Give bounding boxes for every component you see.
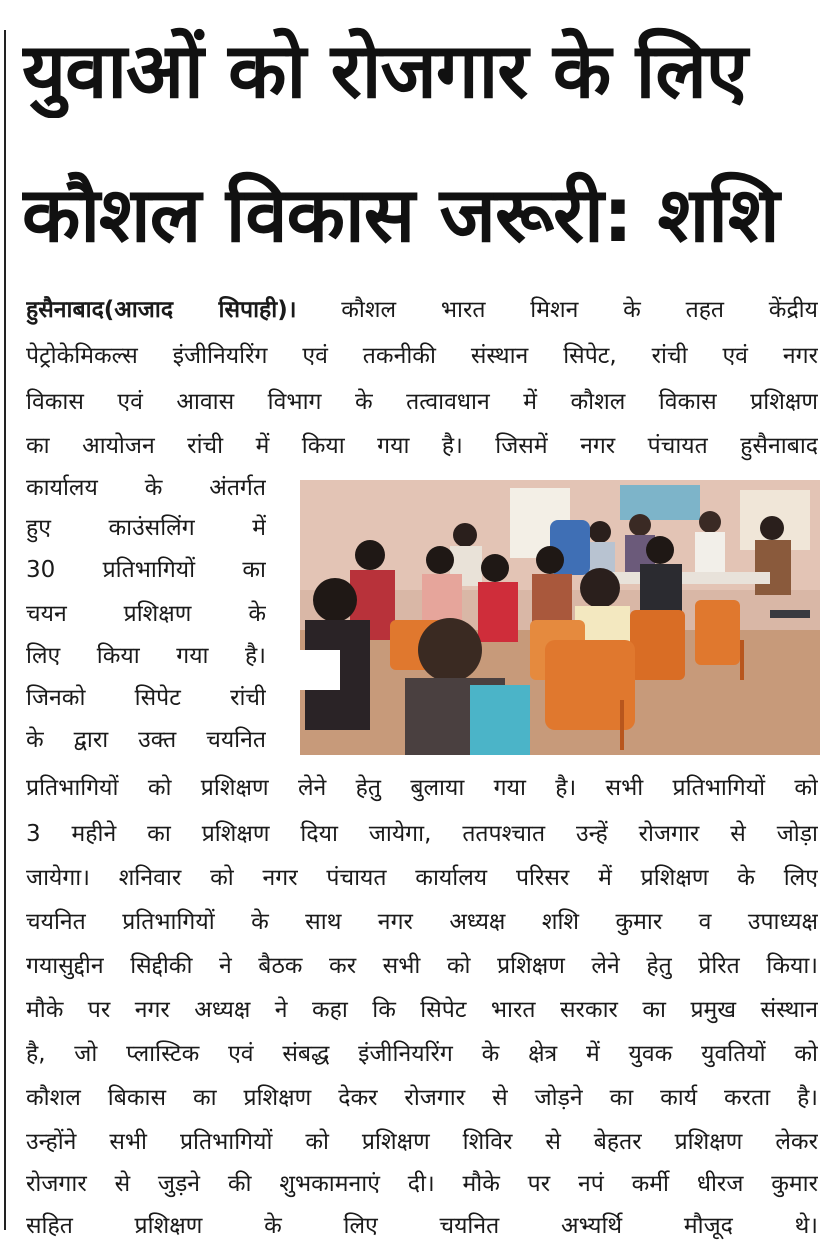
article-line: सहित प्रशिक्षण के लिए चयनित अभ्यर्थि मौजूद थे। [26, 1213, 818, 1239]
article-line: के द्वारा उक्त चयनित [26, 727, 266, 753]
article-line: जायेगा। शनिवार को नगर पंचायत कार्यालय परिसर में प्रशिक्षण के लिए [26, 865, 818, 891]
article-line: प्रतिभागियों को प्रशिक्षण लेने हेतु बुलाया गया है। सभी प्रतिभागियों को [26, 775, 818, 801]
article-line: हुए काउंसलिंग में [26, 515, 266, 541]
article-line: मौके पर नगर अध्यक्ष ने कहा कि सिपेट भारत सरकार का प्रमुख संस्थान [26, 997, 818, 1023]
article-line: 30 प्रतिभागियों का [26, 557, 266, 583]
article-line: 3 महीने का प्रशिक्षण दिया जायेगा, ततपश्चात उन्हें रोजगार से जोड़ा [26, 821, 818, 847]
article-line: चयनित प्रतिभागियों के साथ नगर अध्यक्ष शशि कुमार व उपाध्यक्ष [26, 909, 818, 935]
meeting-photo-illustration [300, 480, 820, 755]
article-line: चयन प्रशिक्षण के [26, 601, 266, 627]
article-line: कौशल बिकास का प्रशिक्षण देकर रोजगार से जोड़ने का कार्य करता है। [26, 1085, 818, 1111]
dateline: हुसैनाबाद(आजाद सिपाही)। [26, 297, 297, 323]
article-line: लिए किया गया है। [26, 643, 266, 669]
article-line: उन्होंने सभी प्रतिभागियों को प्रशिक्षण शिविर से बेहतर प्रशिक्षण लेकर [26, 1129, 818, 1155]
article-line: विकास एवं आवास विभाग के तत्वावधान में कौशल विकास प्रशिक्षण [26, 389, 818, 415]
column-rule [4, 30, 6, 1230]
headline-line-2: कौशल विकास जरूरी: शशि [22, 170, 779, 259]
headline-line-1: युवाओं को रोजगार के लिए [22, 26, 747, 115]
article-line: जिनको सिपेट रांची [26, 685, 266, 711]
news-photo [300, 480, 820, 755]
article-line-text: कौशल भारत मिशन के तहत केंद्रीय [341, 297, 818, 323]
article-line: का आयोजन रांची में किया गया है। जिसमें नगर पंचायत हुसैनाबाद [26, 433, 818, 459]
article-line [26, 292, 818, 328]
article-line: कार्यालय के अंतर्गत [26, 475, 266, 501]
article-line: है, जो प्लास्टिक एवं संबद्ध इंजीनियरिंग के क्षेत्र में युवक युवतियों को [26, 1041, 818, 1067]
article-line: रोजगार से जुड़ने की शुभकामनाएं दी। मौके पर नपं कर्मी धीरज कुमार [26, 1171, 818, 1197]
article-line: पेट्रोकेमिकल्स इंजीनियरिंग एवं तकनीकी संस्थान सिपेट, रांची एवं नगर [26, 343, 818, 369]
article-line: गयासुद्दीन सिद्दीकी ने बैठक कर सभी को प्रशिक्षण लेने हेतु प्रेरित किया। [26, 953, 818, 979]
